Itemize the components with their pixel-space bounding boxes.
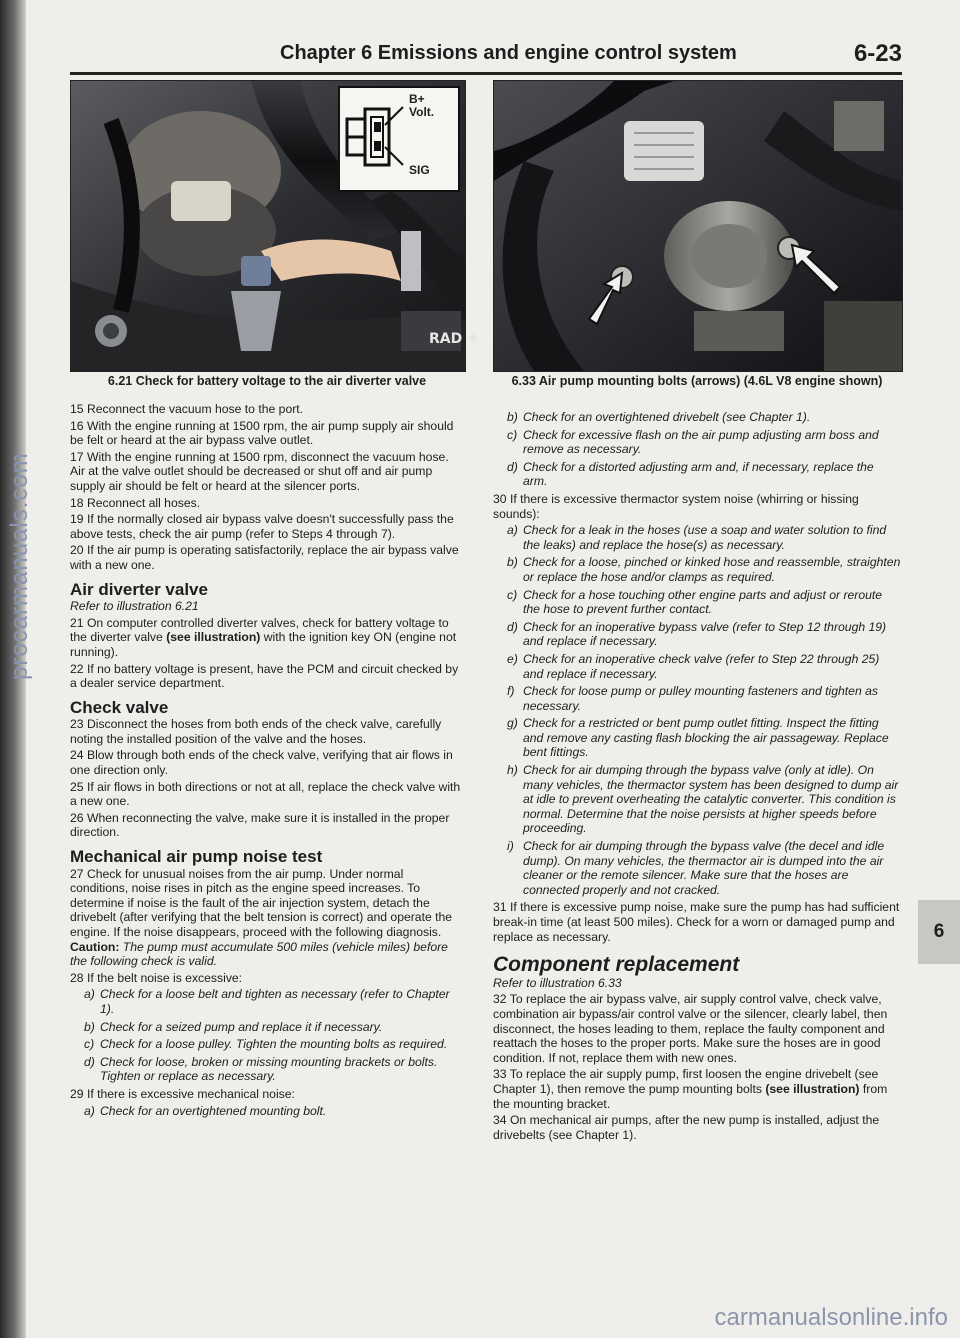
step-34: 34 On mechanical air pumps, after the new pump is installed, adjust the drivebelts (see Chapter 1).	[493, 1113, 880, 1142]
sublist-item	[493, 523, 901, 552]
svg-text:RAD ♦: RAD ♦	[429, 331, 480, 347]
sublist-text: Check for air dumping through the bypass valve (only at idle). On many vehicles, the thermactor system has been designed to dump air at idle to prevent overheating the catalytic converter. This condition is normal. Determine that the noise persists at higher speeds before proceeding.	[523, 763, 899, 836]
figure-6-21-photo	[70, 80, 480, 372]
sublist-letter: h)	[507, 763, 518, 778]
figure-6-33-caption: 6.33 Air pump mounting bolts (arrows) (4.6L V8 engine shown)	[511, 374, 883, 388]
chapter-thumb-tab: 6	[918, 900, 960, 964]
sublist-text: Check for a hose touching other engine parts and adjust or reroute the hose to prevent further contact.	[523, 587, 883, 617]
caution-label: Caution:	[70, 939, 120, 954]
sublist-item	[70, 1104, 464, 1119]
sublist-item	[70, 1055, 464, 1084]
step-15: 15 Reconnect the vacuum hose to the port.	[70, 402, 304, 416]
step-28: 28 If the belt noise is excessive:	[70, 970, 243, 985]
step-29-sublist	[70, 1104, 464, 1119]
sublist-text: Check for a loose pulley. Tighten the mounting bolts as required.	[100, 1037, 448, 1052]
sublist-letter: g)	[507, 716, 518, 731]
sublist-item	[493, 839, 901, 897]
sublist-text: Check for a loose, pinched or kinked hose and reassemble, straighten or replace the hose and/or clamps as required.	[523, 555, 901, 584]
sublist-letter: b)	[84, 1019, 95, 1034]
right-text-column	[493, 408, 901, 1144]
sublist-text: Check for a leak in the hoses (use a soap and water solution to find the leaks) and replace the hose(s) as necessary.	[523, 523, 887, 552]
step-29-sublist-continued	[493, 410, 901, 489]
page-number: 6-23	[853, 40, 902, 67]
sublist-text: Check for an inoperative bypass valve (refer to Step 12 through 19) and replace if necessary.	[523, 619, 887, 649]
sublist-letter: d)	[507, 459, 518, 474]
sublist-item	[493, 620, 901, 649]
step-29: 29 If there is excessive mechanical noise:	[70, 1086, 295, 1101]
header-rule	[70, 72, 902, 75]
sublist-letter: a)	[507, 523, 518, 538]
step-27: 27 Check for unusual noises from the air pump. Under normal conditions, noise rises in pitch as the engine speed increases. To determine if noise is the fault of the air injection system, detach the drivebelt (after verifying that the belt tension is correct) and operate the engine. If the noise disappears, proceed with the following diagnosis. Caution: The pump must accumulate 500 miles (vehicle miles) before the following check is valid.	[70, 866, 453, 969]
sublist-letter: c)	[84, 1037, 95, 1052]
sublist-letter: a)	[84, 1103, 95, 1118]
sublist-text: Check for a restricted or bent pump outlet fitting. Inspect the fitting and remove any casting flash blocking the air passageway. Replace bent fittings.	[523, 716, 889, 760]
step-33: 33 To replace the air supply pump, first loosen the engine drivebelt (see Chapter 1), then remove the pump mounting bolts (see illustration) from the mounting bracket.	[493, 1067, 888, 1111]
sublist-letter: e)	[507, 651, 518, 666]
step-25: 25 If air flows in both directions or not at all, replace the check valve with a new one.	[70, 779, 461, 809]
sublist-text: Check for an inoperative check valve (refer to Step 22 through 25) and replace if necessary.	[523, 651, 880, 681]
step-32: 32 To replace the air bypass valve, air supply control valve, check valve, combination air bypass/air control valve or the silencer, clearly label, then disconnect, the hoses leading to them, replace the faulty component and reattach the hoses to the proper ports. Make sure the hoses are in good condition. If not, replace them with new ones.	[493, 992, 888, 1065]
see-illustration-link: (see illustration)	[765, 1081, 860, 1096]
step-28-sublist	[70, 987, 464, 1084]
sublist-letter: d)	[84, 1054, 95, 1069]
sublist-text: Check for loose, broken or missing mounting brackets or bolts. Tighten or replace as necessary.	[100, 1054, 438, 1084]
sublist-item	[70, 987, 464, 1016]
left-text-column	[70, 402, 464, 1121]
sublist-text: Check for air dumping through the bypass valve (the decel and idle dump). On many vehicles, the thermactor air is dumped into the air cleaner or the remote silencer. Make sure that the hoses are connected properly and not cracked.	[523, 839, 885, 897]
step-19: 19 If the normally closed air bypass valve doesn't successfully pass the above tests, check the air pump (refer to Steps 4 through 7).	[70, 512, 454, 541]
sublist-text: Check for loose pump or pulley mounting fasteners and tighten as necessary.	[523, 684, 878, 713]
sublist-text: Check for an overtightened drivebelt (see Chapter 1).	[523, 410, 811, 424]
page-header	[70, 40, 902, 70]
step-30-sublist	[493, 523, 901, 897]
sublist-item	[493, 684, 901, 713]
sublist-text: Check for a distorted adjusting arm and, if necessary, replace the arm.	[523, 459, 874, 489]
sublist-text: Check for a seized pump and replace it if necessary.	[100, 1019, 383, 1034]
air-pump-photo	[494, 81, 902, 371]
see-illustration-link: (see illustration)	[166, 630, 261, 645]
sublist-item	[70, 1020, 464, 1035]
inset-label-sig: SIG	[409, 163, 430, 177]
ref-illustration-6-21: Refer to illustration 6.21	[70, 599, 199, 614]
step-26: 26 When reconnecting the valve, make sure it is installed in the proper direction.	[70, 810, 450, 840]
heading-air-diverter-valve: Air diverter valve	[70, 579, 208, 599]
step-23: 23 Disconnect the hoses from both ends of the check valve, carefully noting the installed position of the valve and the hoses.	[70, 717, 442, 746]
heading-noise-test: Mechanical air pump noise test	[70, 847, 323, 867]
step-22: 22 If no battery voltage is present, have the PCM and circuit checked by a dealer service department.	[70, 661, 459, 691]
step-21: 21 On computer controlled diverter valves, check for battery voltage to the diverter valve (see illustration) with the ignition key ON (engine not running).	[70, 615, 457, 659]
ref-illustration-6-33: Refer to illustration 6.33	[493, 975, 622, 990]
step-24: 24 Blow through both ends of the check valve, verifying that air flows in one direction only.	[70, 748, 453, 778]
chapter-title: Chapter 6 Emissions and engine control system	[280, 42, 737, 64]
step-16: 16 With the engine running at 1500 rpm, the air pump supply air should be felt or heard at the air bypass valve outlet.	[70, 418, 454, 448]
sublist-text: Check for a loose belt and tighten as necessary (refer to Chapter 1).	[100, 987, 450, 1016]
sublist-item	[70, 1037, 464, 1052]
figure-6-21-caption: 6.21 Check for battery voltage to the air diverter valve	[107, 374, 427, 388]
step-18: 18 Reconnect all hoses.	[70, 495, 201, 510]
step-17: 17 With the engine running at 1500 rpm, disconnect the vacuum hose. Air at the valve outlet should be decreased or shut off and air pump supply air should be felt or heard at the silencer ports.	[70, 449, 449, 493]
sublist-letter: b)	[507, 410, 518, 424]
heading-check-valve: Check valve	[70, 697, 169, 717]
sublist-item	[493, 652, 901, 681]
sublist-letter: f)	[507, 684, 515, 699]
sublist-letter: a)	[84, 987, 95, 1002]
step-20: 20 If the air pump is operating satisfactorily, replace the air bypass valve with a new one.	[70, 543, 459, 572]
watermark-carmanualsonline: carmanualsonline.info	[714, 1304, 948, 1331]
sublist-item	[493, 460, 901, 489]
sublist-item	[493, 588, 901, 617]
engine-diverter-photo	[71, 81, 480, 371]
sublist-letter: c)	[507, 427, 518, 442]
sublist-letter: b)	[507, 555, 518, 570]
sublist-letter: i)	[507, 839, 514, 854]
sublist-item	[493, 410, 901, 425]
sublist-item	[493, 428, 901, 457]
sublist-letter: c)	[507, 587, 518, 602]
watermark-procarmanuals: procarmanuals.com	[6, 452, 33, 680]
step-30: 30 If there is excessive thermactor system noise (whirring or hissing sounds):	[493, 491, 859, 521]
inset-label-bvolt: B+ Volt.	[409, 92, 435, 119]
sublist-item	[493, 555, 901, 584]
heading-component-replacement: Component replacement	[493, 953, 740, 977]
figure-6-33-photo	[493, 80, 903, 372]
sublist-item	[493, 763, 901, 836]
sublist-text: Check for excessive flash on the air pump adjusting arm boss and remove as necessary.	[523, 427, 879, 457]
sublist-text: Check for an overtightened mounting bolt.	[100, 1103, 327, 1118]
sublist-letter: d)	[507, 619, 518, 634]
step-31: 31 If there is excessive pump noise, make sure the pump has had sufficient break-in time (at least 500 miles). Check for a worn or damaged pump and replace as necessary.	[493, 900, 900, 944]
sublist-item	[493, 716, 901, 760]
